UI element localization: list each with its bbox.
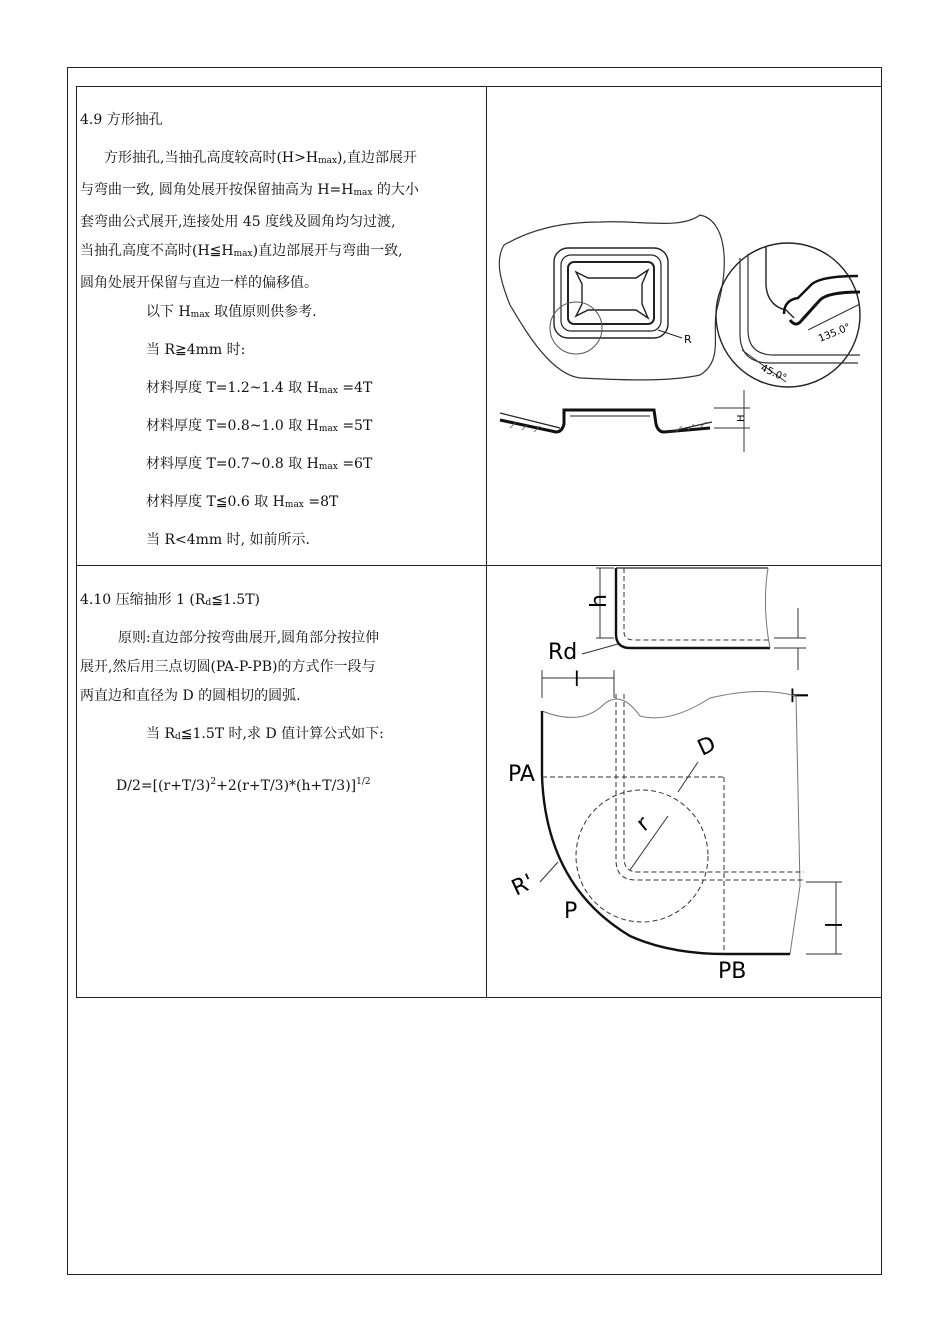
para-line-1: 方形抽孔,当抽孔高度较高时(H>H xyxy=(104,150,319,166)
rule-value: =8T xyxy=(303,494,339,510)
formula-part-b: +2(r+T/3)*(h+T/3)] xyxy=(216,778,357,794)
max-sub: max xyxy=(318,462,338,472)
label-r-prime: R' xyxy=(507,869,538,902)
label-r-small: r xyxy=(631,811,655,837)
para-line-1-tail: ),直边部展开 xyxy=(337,150,417,166)
rd-sub: d xyxy=(205,598,212,608)
ref-intro xyxy=(146,298,317,329)
label-h: h xyxy=(587,594,612,608)
section-410-paragraph xyxy=(80,624,475,711)
rule-4 xyxy=(146,488,338,519)
rule-1 xyxy=(146,374,372,405)
rule-value: =6T xyxy=(337,456,373,472)
section-410-heading xyxy=(80,586,260,617)
max-sub: max xyxy=(318,156,338,166)
label-d: D xyxy=(693,731,720,762)
para-410-line-2: 展开,然后用三点切圆(PA-P-PB)的方式作一段与 xyxy=(80,659,376,675)
square-hole-figure xyxy=(490,210,878,460)
label-r: R xyxy=(684,333,692,346)
para-line-2: 与弯曲一致, 圆角处展开按保留抽高为 H=H xyxy=(80,182,354,198)
label-l-top: l xyxy=(574,667,580,691)
heading-part-a: 4.10 压缩抽形 1 (R xyxy=(80,592,206,608)
rd-sub: d xyxy=(175,732,181,742)
section-49-paragraph xyxy=(80,144,475,298)
rule-value: =5T xyxy=(337,418,373,434)
rule-prefix: 材料厚度 T=0.7~0.8 取 H xyxy=(146,456,319,472)
max-sub: max xyxy=(318,386,338,396)
label-p: P xyxy=(564,899,578,924)
condition-2: 当 R<4mm 时, 如前所示. xyxy=(146,532,310,548)
max-sub: max xyxy=(233,249,253,259)
rule-3 xyxy=(146,450,372,481)
max-sub: max xyxy=(190,310,210,320)
rule-prefix: 材料厚度 T=0.8~1.0 取 H xyxy=(146,418,319,434)
calc-intro xyxy=(146,720,384,751)
ref-intro-tail: 取值原则供参考. xyxy=(209,304,317,320)
compression-draw-figure xyxy=(490,566,878,996)
label-angle-135: 135.0° xyxy=(817,321,853,345)
para-line-3: 套弯曲公式展开,连接处用 45 度线及圆角均匀过渡, xyxy=(80,214,396,230)
rule-prefix: 材料厚度 T=1.2~1.4 取 H xyxy=(146,380,319,396)
para-410-line-3: 两直边和直径为 D 的圆相切的圆弧. xyxy=(80,688,301,704)
max-sub: max xyxy=(353,188,373,198)
para-line-4-tail: )直边部展开与弯曲一致, xyxy=(252,243,403,259)
label-t: T xyxy=(789,688,814,702)
para-line-5: 圆角处展开保留与直边一样的偏移值。 xyxy=(80,275,318,291)
calc-part-b: ≦1.5T 时,求 D 值计算公式如下: xyxy=(180,726,384,742)
ref-intro-text: 以下 H xyxy=(146,304,191,320)
condition-1: 当 R≧4mm 时: xyxy=(146,342,246,358)
section-49-heading: 4.9 方形抽孔 xyxy=(80,112,163,128)
label-l-right: l xyxy=(823,921,848,928)
label-pb: PB xyxy=(718,959,747,984)
max-sub: max xyxy=(284,500,304,510)
rule-2 xyxy=(146,412,372,443)
calc-part-a: 当 R xyxy=(146,726,175,742)
label-pa: PA xyxy=(508,762,535,787)
rule-value: =4T xyxy=(337,380,373,396)
formula xyxy=(116,768,371,800)
formula-sup-1: 2 xyxy=(210,777,217,787)
para-line-4: 当抽孔高度不高时(H≦H xyxy=(80,243,234,259)
formula-sup-2: 1/2 xyxy=(356,777,371,787)
label-rd: Rd xyxy=(548,640,578,665)
heading-part-b: ≦1.5T) xyxy=(211,592,260,608)
max-sub: max xyxy=(318,424,338,434)
label-h: H xyxy=(736,414,747,422)
formula-part-a: D/2=[(r+T/3) xyxy=(116,778,211,794)
para-line-2-tail: 的大小 xyxy=(372,182,419,198)
rule-prefix: 材料厚度 T≦0.6 取 H xyxy=(146,494,285,510)
label-angle-45: 45.0° xyxy=(758,362,789,385)
para-410-line-1: 原则:直边部分按弯曲展开,圆角部分按拉伸 xyxy=(118,630,380,646)
